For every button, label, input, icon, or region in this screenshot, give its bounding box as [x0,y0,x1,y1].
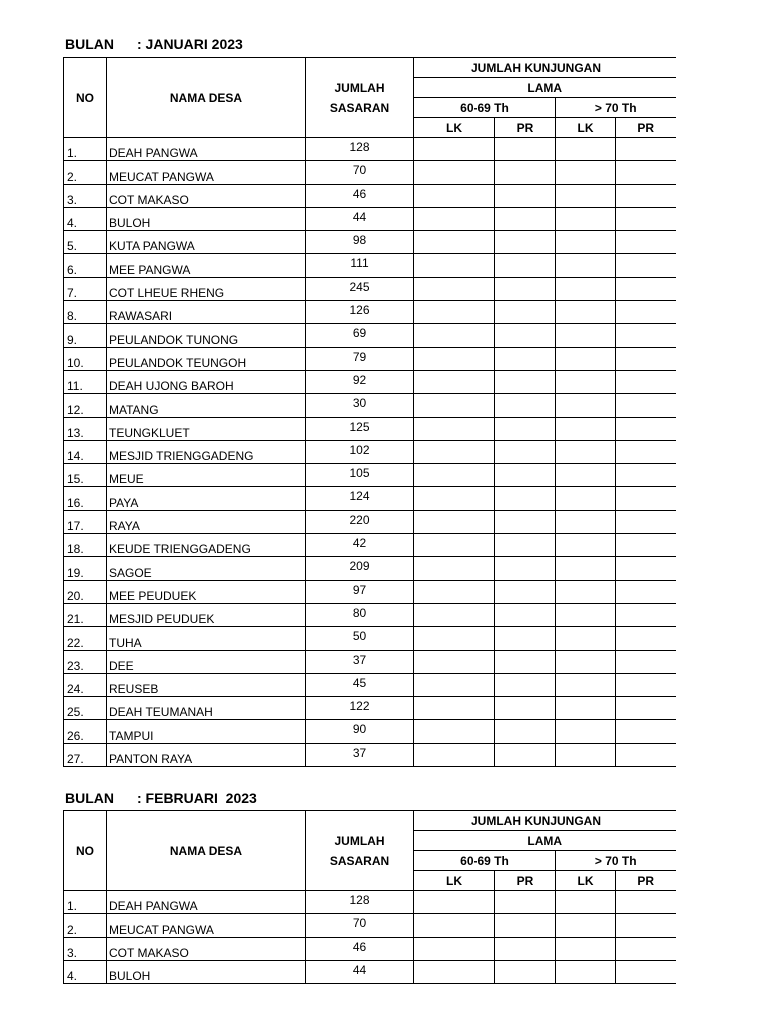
row-nama-desa: COT MAKASO [107,937,306,960]
cell-70plus-lk [556,417,616,440]
row-no: 4. [64,960,107,983]
cell-60-69-pr [495,720,556,743]
row-no: 1. [64,891,107,914]
cell-60-69-pr [495,510,556,533]
col-header-nama-desa: NAMA DESA [107,811,306,891]
row-jumlah-sasaran: 44 [306,207,414,230]
cell-70plus-lk [556,324,616,347]
cell-70plus-pr [616,440,676,463]
table-row [64,673,676,696]
cell-60-69-lk [414,697,495,720]
cell-60-69-lk [414,394,495,417]
cell-60-69-lk [414,184,495,207]
cell-60-69-lk [414,534,495,557]
cell-70plus-lk [556,534,616,557]
cell-60-69-pr [495,254,556,277]
row-no: 6. [64,254,107,277]
row-no: 4. [64,207,107,230]
table-row [64,394,676,417]
cell-70plus-pr [616,161,676,184]
cell-70plus-pr [616,720,676,743]
cell-70plus-pr [616,184,676,207]
col-header-lk: LK [556,118,616,138]
row-jumlah-sasaran: 125 [306,417,414,440]
row-no: 3. [64,937,107,960]
table-body [64,138,676,767]
cell-60-69-pr [495,440,556,463]
row-jumlah-sasaran: 37 [306,650,414,673]
cell-70plus-lk [556,440,616,463]
cell-70plus-lk [556,138,616,161]
cell-70plus-lk [556,254,616,277]
cell-60-69-pr [495,301,556,324]
col-header-jumlah-kunjungan: JUMLAH KUNJUNGAN [414,811,676,831]
table-row [64,487,676,510]
cell-60-69-pr [495,960,556,983]
cell-60-69-lk [414,603,495,626]
table-row [64,960,676,983]
cell-70plus-pr [616,487,676,510]
table-row [64,743,676,766]
col-header-lk: LK [556,871,616,891]
cell-60-69-lk [414,301,495,324]
row-nama-desa: SAGOE [107,557,306,580]
row-no: 7. [64,277,107,300]
cell-60-69-pr [495,161,556,184]
row-jumlah-sasaran: 128 [306,138,414,161]
table-row [64,440,676,463]
row-jumlah-sasaran: 111 [306,254,414,277]
row-nama-desa: BULOH [107,207,306,230]
row-jumlah-sasaran: 122 [306,697,414,720]
cell-60-69-pr [495,627,556,650]
row-jumlah-sasaran: 79 [306,347,414,370]
row-jumlah-sasaran: 69 [306,324,414,347]
row-jumlah-sasaran: 245 [306,277,414,300]
cell-60-69-pr [495,914,556,937]
table-row [64,184,676,207]
col-header-jumlah-sasaran: JUMLAH SASARAN [306,811,414,891]
cell-70plus-pr [616,603,676,626]
cell-70plus-lk [556,937,616,960]
cell-70plus-lk [556,161,616,184]
cell-70plus-pr [616,627,676,650]
col-header-pr: PR [495,118,556,138]
row-jumlah-sasaran: 50 [306,627,414,650]
col-header-lama: LAMA [414,831,676,851]
table-row [64,627,676,650]
col-header-nama-desa: NAMA DESA [107,58,306,138]
table-row [64,603,676,626]
row-nama-desa: DEAH PANGWA [107,138,306,161]
cell-60-69-lk [414,231,495,254]
cell-70plus-pr [616,464,676,487]
cell-60-69-lk [414,464,495,487]
row-nama-desa: BULOH [107,960,306,983]
cell-60-69-pr [495,464,556,487]
cell-60-69-pr [495,347,556,370]
cell-70plus-lk [556,960,616,983]
row-nama-desa: TEUNGKLUET [107,417,306,440]
table-row [64,231,676,254]
row-jumlah-sasaran: 126 [306,301,414,324]
row-nama-desa: DEAH TEUMANAH [107,697,306,720]
table-row [64,937,676,960]
row-no: 16. [64,487,107,510]
cell-60-69-lk [414,277,495,300]
row-nama-desa: RAYA [107,510,306,533]
cell-60-69-lk [414,440,495,463]
cell-70plus-pr [616,417,676,440]
row-jumlah-sasaran: 97 [306,580,414,603]
month-title-february [65,790,257,806]
col-header-age-70-plus: > 70 Th [556,851,676,871]
cell-60-69-pr [495,184,556,207]
row-no: 10. [64,347,107,370]
cell-70plus-lk [556,347,616,370]
row-nama-desa: DEAH PANGWA [107,891,306,914]
cell-60-69-lk [414,510,495,533]
cell-70plus-pr [616,347,676,370]
table-row [64,417,676,440]
table-row [64,891,676,914]
cell-60-69-pr [495,891,556,914]
cell-60-69-lk [414,891,495,914]
cell-60-69-lk [414,720,495,743]
col-header-age-60-69: 60-69 Th [414,851,556,871]
cell-70plus-pr [616,650,676,673]
cell-60-69-pr [495,557,556,580]
cell-70plus-pr [616,673,676,696]
row-jumlah-sasaran: 46 [306,937,414,960]
row-nama-desa: COT LHEUE RHENG [107,277,306,300]
row-nama-desa: DEAH UJONG BAROH [107,370,306,393]
cell-70plus-lk [556,743,616,766]
cell-60-69-lk [414,161,495,184]
row-jumlah-sasaran: 42 [306,534,414,557]
row-jumlah-sasaran: 70 [306,161,414,184]
cell-60-69-lk [414,937,495,960]
row-jumlah-sasaran: 92 [306,370,414,393]
table-row [64,370,676,393]
row-no: 11. [64,370,107,393]
cell-60-69-pr [495,277,556,300]
table-row [64,534,676,557]
cell-70plus-pr [616,557,676,580]
row-jumlah-sasaran: 45 [306,673,414,696]
cell-60-69-lk [414,960,495,983]
cell-60-69-pr [495,603,556,626]
row-nama-desa: MEUCAT PANGWA [107,161,306,184]
row-jumlah-sasaran: 128 [306,891,414,914]
row-jumlah-sasaran: 30 [306,394,414,417]
cell-70plus-pr [616,960,676,983]
row-jumlah-sasaran: 44 [306,960,414,983]
row-no: 26. [64,720,107,743]
cell-60-69-pr [495,487,556,510]
cell-60-69-pr [495,673,556,696]
cell-60-69-lk [414,580,495,603]
table-row [64,207,676,230]
cell-60-69-pr [495,138,556,161]
cell-60-69-lk [414,138,495,161]
cell-60-69-lk [414,650,495,673]
row-nama-desa: MATANG [107,394,306,417]
col-header-lama: LAMA [414,78,676,98]
col-header-no: NO [64,58,107,138]
row-no: 24. [64,673,107,696]
row-no: 23. [64,650,107,673]
row-no: 5. [64,231,107,254]
row-nama-desa: PANTON RAYA [107,743,306,766]
row-no: 1. [64,138,107,161]
row-nama-desa: DEE [107,650,306,673]
cell-60-69-lk [414,673,495,696]
cell-70plus-lk [556,603,616,626]
cell-70plus-lk [556,891,616,914]
cell-60-69-pr [495,697,556,720]
cell-60-69-lk [414,557,495,580]
cell-70plus-pr [616,138,676,161]
cell-60-69-lk [414,487,495,510]
row-nama-desa: REUSEB [107,673,306,696]
bulan-label: BULAN [65,36,114,52]
cell-70plus-lk [556,697,616,720]
cell-60-69-pr [495,231,556,254]
cell-70plus-lk [556,277,616,300]
cell-70plus-pr [616,324,676,347]
cell-60-69-pr [495,324,556,347]
visit-table-january [63,57,676,767]
row-nama-desa: KUTA PANGWA [107,231,306,254]
table-row [64,580,676,603]
row-no: 13. [64,417,107,440]
row-jumlah-sasaran: 46 [306,184,414,207]
cell-70plus-lk [556,580,616,603]
cell-70plus-pr [616,231,676,254]
cell-70plus-lk [556,650,616,673]
cell-70plus-lk [556,231,616,254]
cell-60-69-pr [495,580,556,603]
col-header-pr: PR [616,118,676,138]
cell-70plus-pr [616,534,676,557]
cell-60-69-pr [495,650,556,673]
row-jumlah-sasaran: 220 [306,510,414,533]
table-row [64,277,676,300]
row-no: 3. [64,184,107,207]
col-header-age-70-plus: > 70 Th [556,98,676,118]
table-row [64,324,676,347]
col-header-lk: LK [414,118,495,138]
cell-70plus-pr [616,301,676,324]
table-row [64,464,676,487]
cell-60-69-lk [414,627,495,650]
table-row [64,510,676,533]
table-body [64,891,676,984]
row-nama-desa: PEULANDOK TEUNGOH [107,347,306,370]
cell-60-69-pr [495,937,556,960]
table-row [64,557,676,580]
cell-70plus-lk [556,557,616,580]
row-no: 14. [64,440,107,463]
cell-70plus-lk [556,464,616,487]
table-row [64,254,676,277]
cell-60-69-lk [414,370,495,393]
cell-60-69-lk [414,914,495,937]
cell-60-69-lk [414,324,495,347]
col-header-pr: PR [616,871,676,891]
row-jumlah-sasaran: 124 [306,487,414,510]
row-nama-desa: PAYA [107,487,306,510]
cell-70plus-lk [556,720,616,743]
table-row [64,650,676,673]
table-row [64,697,676,720]
col-header-age-60-69: 60-69 Th [414,98,556,118]
cell-70plus-lk [556,207,616,230]
cell-70plus-pr [616,743,676,766]
cell-70plus-pr [616,914,676,937]
cell-60-69-pr [495,534,556,557]
row-no: 27. [64,743,107,766]
cell-60-69-pr [495,370,556,393]
row-no: 21. [64,603,107,626]
cell-70plus-lk [556,510,616,533]
cell-60-69-lk [414,347,495,370]
month-title-january [65,36,243,52]
cell-60-69-lk [414,254,495,277]
table-row [64,138,676,161]
row-nama-desa: TAMPUI [107,720,306,743]
row-nama-desa: PEULANDOK TUNONG [107,324,306,347]
row-jumlah-sasaran: 209 [306,557,414,580]
cell-70plus-lk [556,627,616,650]
row-nama-desa: KEUDE TRIENGGADENG [107,534,306,557]
cell-60-69-pr [495,394,556,417]
cell-70plus-pr [616,277,676,300]
row-jumlah-sasaran: 102 [306,440,414,463]
row-nama-desa: MEE PANGWA [107,254,306,277]
visit-table-february [63,810,676,984]
row-nama-desa: MEUE [107,464,306,487]
cell-60-69-lk [414,417,495,440]
cell-70plus-lk [556,914,616,937]
bulan-label: BULAN [65,790,114,806]
row-nama-desa: MESJID TRIENGGADENG [107,440,306,463]
row-jumlah-sasaran: 98 [306,231,414,254]
cell-70plus-pr [616,580,676,603]
row-no: 2. [64,914,107,937]
row-jumlah-sasaran: 90 [306,720,414,743]
cell-60-69-lk [414,743,495,766]
row-no: 19. [64,557,107,580]
col-header-pr: PR [495,871,556,891]
cell-60-69-pr [495,417,556,440]
row-no: 18. [64,534,107,557]
cell-70plus-pr [616,254,676,277]
cell-60-69-pr [495,207,556,230]
row-no: 9. [64,324,107,347]
row-nama-desa: MESJID PEUDUEK [107,603,306,626]
col-header-lk: LK [414,871,495,891]
cell-70plus-lk [556,370,616,393]
row-no: 15. [64,464,107,487]
row-no: 25. [64,697,107,720]
row-no: 8. [64,301,107,324]
row-no: 17. [64,510,107,533]
cell-70plus-pr [616,370,676,393]
cell-70plus-lk [556,673,616,696]
row-nama-desa: MEUCAT PANGWA [107,914,306,937]
bulan-value: : FEBRUARI 2023 [137,790,257,806]
cell-60-69-lk [414,207,495,230]
cell-70plus-pr [616,697,676,720]
row-nama-desa: TUHA [107,627,306,650]
table-row [64,720,676,743]
cell-70plus-lk [556,301,616,324]
col-header-jumlah-sasaran: JUMLAH SASARAN [306,58,414,138]
row-nama-desa: COT MAKASO [107,184,306,207]
table-row [64,914,676,937]
table-row [64,301,676,324]
row-nama-desa: RAWASARI [107,301,306,324]
row-no: 22. [64,627,107,650]
cell-70plus-lk [556,184,616,207]
cell-70plus-lk [556,487,616,510]
row-jumlah-sasaran: 70 [306,914,414,937]
cell-70plus-pr [616,937,676,960]
bulan-value: : JANUARI 2023 [137,36,243,52]
cell-70plus-pr [616,891,676,914]
row-no: 2. [64,161,107,184]
table-row [64,161,676,184]
col-header-no: NO [64,811,107,891]
row-jumlah-sasaran: 80 [306,603,414,626]
cell-70plus-pr [616,394,676,417]
cell-60-69-pr [495,743,556,766]
row-nama-desa: MEE PEUDUEK [107,580,306,603]
row-no: 12. [64,394,107,417]
row-jumlah-sasaran: 105 [306,464,414,487]
row-no: 20. [64,580,107,603]
cell-70plus-pr [616,510,676,533]
cell-70plus-lk [556,394,616,417]
cell-70plus-pr [616,207,676,230]
row-jumlah-sasaran: 37 [306,743,414,766]
col-header-jumlah-kunjungan: JUMLAH KUNJUNGAN [414,58,676,78]
table-row [64,347,676,370]
